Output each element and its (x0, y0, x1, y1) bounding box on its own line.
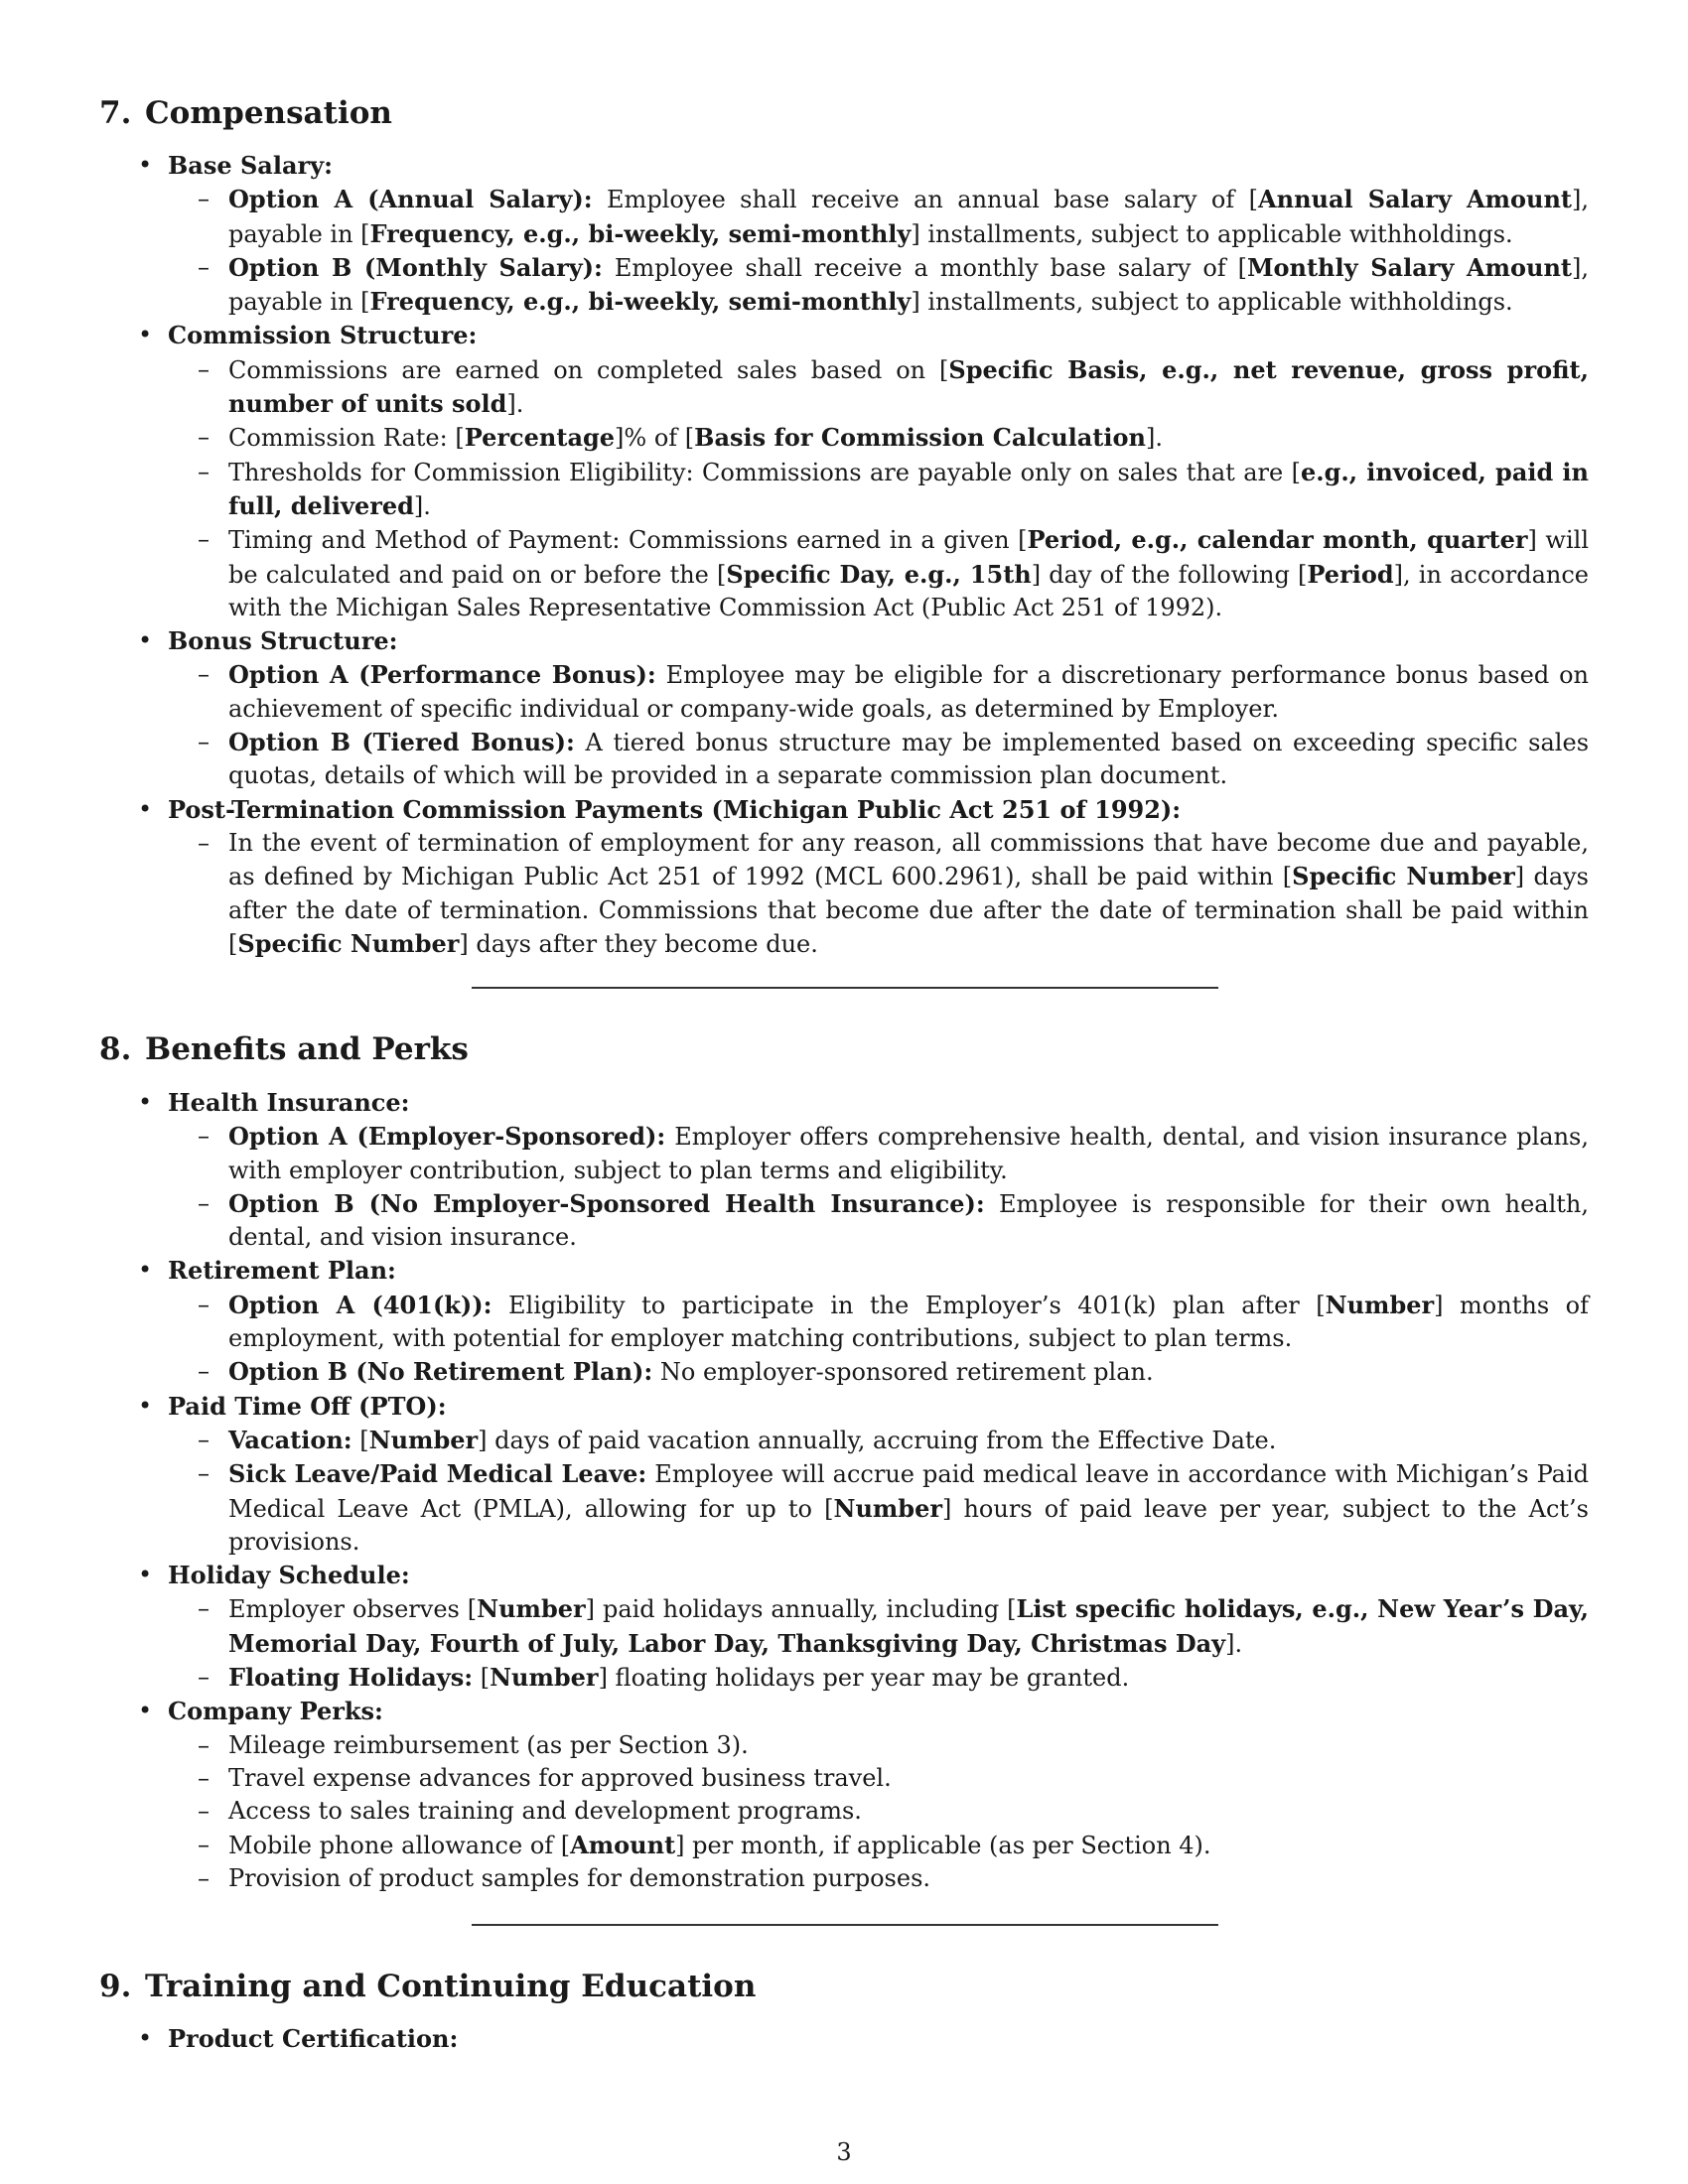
sub-list-item (168, 1729, 1589, 1762)
bold-text: Number (368, 1425, 479, 1454)
section-heading (99, 1967, 756, 2006)
bold-text: Vacation: (228, 1425, 352, 1454)
item-label: Retirement Plan: (168, 1256, 396, 1286)
sub-list (168, 1424, 1589, 1559)
bold-text: Number (833, 1493, 942, 1523)
sub-list-item (168, 827, 1589, 961)
text-run: ] installments, subject to applicable withholdings. (911, 288, 1513, 317)
sub-list-item (168, 1762, 1589, 1795)
section-title: Training and Continuing Education (145, 1969, 757, 2004)
text-run: ]. (1145, 424, 1163, 453)
page-number: 3 (836, 2138, 852, 2166)
item-label: Paid Time Off (PTO): (168, 1391, 447, 1421)
bold-text: Option B (No Retirement Plan): (228, 1357, 653, 1387)
list-item (0, 149, 1688, 319)
text-run: ]. (1225, 1629, 1243, 1658)
text-run: ]% of [ (615, 424, 695, 453)
bold-text: Frequency, e.g., bi-weekly, semi-monthly (369, 218, 912, 248)
section-heading (99, 1029, 469, 1069)
section-list (0, 2022, 1688, 2056)
text-run: Employee will accrue paid medical leave in accordance with Michigan’s Paid Medical Leave Act (PMLA), allowing for up to [ (228, 1460, 1589, 1523)
bullet-icon: • (138, 626, 153, 655)
item-label: Holiday Schedule: (168, 1561, 410, 1590)
text-run: ] days of paid vacation annually, accruing from the Effective Date. (478, 1426, 1277, 1454)
section-number: 9. (99, 1969, 132, 2004)
text-run: ] months of employment, with potential for employer matching contributions, subject to plan terms. (228, 1291, 1589, 1353)
bold-text: Basis for Commission Calculation (694, 423, 1146, 453)
text-run: Employee may be eligible for a discretionary performance bonus based on achievement of specific individual or company-wide goals, as determined by Employer. (228, 661, 1589, 723)
dash-icon: – (198, 185, 210, 213)
text-run: ] days after the date of termination. Commissions that become due after the date of termination shall be paid within [ (228, 863, 1589, 958)
item-label: Bonus Structure: (168, 626, 398, 656)
list-item (0, 1254, 1688, 1389)
text-run: In the event of termination of employment for any reason, all commissions that have become due and payable, as defined by Michigan Public Act 251 of 1992 (MCL 600.2961), shall be paid within [ (228, 828, 1589, 891)
bullet-icon: • (138, 151, 153, 179)
text-run: Thresholds for Commission Eligibility: Commissions are payable only on sales that are [ (228, 458, 1301, 486)
sub-list-item (168, 523, 1589, 624)
bold-text: Specific Number (237, 928, 460, 958)
sub-list (168, 1592, 1589, 1695)
dash-icon: – (198, 1797, 210, 1826)
text-run: ]. (413, 491, 431, 520)
text-run: No employer-sponsored retirement plan. (652, 1358, 1154, 1387)
bold-text: Option A (Employer-Sponsored): (228, 1122, 666, 1152)
section-title: Compensation (145, 95, 392, 131)
text-run: ], in accordance with the Michigan Sales Representative Commission Act (Public Act 251 of 1992). (228, 560, 1589, 621)
dash-icon: – (198, 1459, 210, 1488)
dash-icon: – (198, 1830, 210, 1858)
sub-list-item (168, 456, 1589, 524)
sub-list (168, 183, 1589, 319)
list-item (0, 319, 1688, 624)
text-run: ] floating holidays per year may be granted. (598, 1664, 1130, 1693)
dash-icon: – (198, 457, 210, 485)
text-run: ] paid holidays annually, including [ (585, 1595, 1017, 1624)
sub-list-item (168, 1424, 1589, 1457)
item-label: Company Perks: (168, 1697, 383, 1726)
text-run: ] will be calculated and paid on or before the [ (228, 526, 1590, 589)
dash-icon: – (198, 252, 210, 281)
text-run: Travel expense advances for approved business travel. (228, 1763, 892, 1792)
bullet-icon: • (138, 1088, 153, 1116)
text-run: ]. (506, 390, 524, 419)
text-run: Timing and Method of Payment: Commissions earned in a given [ (228, 526, 1028, 555)
dash-icon: – (198, 423, 210, 452)
bold-text: Option B (Monthly Salary): (228, 252, 603, 282)
bold-text: Floating Holidays: (228, 1663, 474, 1693)
sub-list-item (168, 1457, 1589, 1559)
dash-icon: – (198, 1594, 210, 1623)
dash-icon: – (198, 1425, 210, 1453)
text-run: ] per month, if applicable (as per Section 4). (675, 1831, 1211, 1859)
bullet-icon: • (138, 1697, 153, 1725)
section-number: 7. (99, 95, 132, 131)
bold-text: Amount (570, 1830, 676, 1859)
sub-list-item (168, 1661, 1589, 1695)
bold-text: e.g., invoiced, paid in full, delivered (228, 457, 1590, 520)
sub-list-item (168, 1862, 1589, 1895)
sub-list (168, 827, 1589, 961)
text-run: ] day of the following [ (1031, 560, 1308, 589)
bold-text: Specific Number (1292, 862, 1515, 891)
dash-icon: – (198, 660, 210, 689)
bold-text: Sick Leave/Paid Medical Leave: (228, 1459, 647, 1489)
text-run: ] installments, subject to applicable withholdings. (911, 219, 1513, 248)
list-item (0, 2022, 1688, 2056)
list-item (0, 1390, 1688, 1559)
bold-text: Specific Day, e.g., 15th (726, 559, 1032, 589)
text-run: Mobile phone allowance of [ (228, 1831, 571, 1859)
dash-icon: – (198, 1290, 210, 1318)
list-item (0, 793, 1688, 961)
bullet-icon: • (138, 794, 153, 823)
section-heading (99, 93, 392, 133)
bold-text: Option A (Performance Bonus): (228, 660, 656, 690)
text-run: Employer observes [ (228, 1595, 478, 1624)
text-run: Commission Rate: [ (228, 424, 465, 453)
sub-list-item (168, 1592, 1589, 1661)
text-run: ] days after they become due. (459, 929, 818, 958)
sub-list-item (168, 1829, 1589, 1862)
bullet-icon: • (138, 1391, 153, 1420)
bold-text: Number (490, 1663, 599, 1693)
bold-text: Number (1325, 1290, 1435, 1319)
text-run: ], payable in [ (228, 253, 1589, 317)
sub-list (168, 1289, 1589, 1390)
text-run: A tiered bonus structure may be implemented based on exceeding specific sales quotas, details of which will be provided in a separate commission plan document. (228, 729, 1590, 790)
section-divider (472, 987, 1218, 989)
text-run: Employee is responsible for their own health, dental, and vision insurance. (228, 1189, 1590, 1252)
sub-list (168, 1120, 1589, 1254)
bold-text: Option B (Tiered Bonus): (228, 728, 575, 757)
list-item (0, 1086, 1688, 1254)
text-run: Access to sales training and development programs. (228, 1797, 862, 1826)
bold-text: Number (477, 1594, 586, 1624)
bold-text: Period (1307, 559, 1394, 589)
bold-text: Frequency, e.g., bi-weekly, semi-monthly (369, 287, 912, 317)
bold-text: Option A (Annual Salary): (228, 185, 593, 214)
dash-icon: – (198, 1357, 210, 1386)
text-run: ] hours of paid leave per year, subject to the Act’s provisions. (228, 1494, 1590, 1556)
sub-list (168, 1729, 1589, 1895)
text-run: Provision of product samples for demonstration purposes. (228, 1863, 931, 1892)
sub-list-item (168, 1795, 1589, 1828)
bold-text: Option B (No Employer-Sponsored Health Insurance): (228, 1188, 985, 1218)
section-title: Benefits and Perks (145, 1031, 469, 1067)
bullet-icon: • (138, 2024, 153, 2052)
bold-text: Annual Salary Amount (1258, 185, 1573, 214)
text-run: [ (352, 1426, 369, 1454)
text-run: Employee shall receive a monthly base salary of [ (602, 253, 1247, 282)
bold-text: Percentage (464, 423, 616, 453)
text-run: [ (473, 1664, 491, 1693)
sub-list-item (168, 1120, 1589, 1187)
text-run: ], payable in [ (228, 186, 1590, 248)
section-number: 8. (99, 1031, 132, 1067)
text-run: Commissions are earned on completed sales based on [ (228, 355, 949, 384)
dash-icon: – (198, 1863, 210, 1892)
item-label: Base Salary: (168, 151, 333, 180)
bold-text: Option A (401(k)): (228, 1290, 492, 1319)
sub-list-item (168, 183, 1589, 251)
dash-icon: – (198, 1122, 210, 1151)
sub-list-item (168, 1187, 1589, 1255)
sub-list-item (168, 1355, 1589, 1389)
dash-icon: – (198, 828, 210, 857)
text-run: Employer offers comprehensive health, dental, and vision insurance plans, with employer contribution, subject to plan terms and eligibility. (228, 1123, 1589, 1184)
sub-list (168, 353, 1589, 624)
item-label: Health Insurance: (168, 1088, 410, 1117)
text-run: Eligibility to participate in the Employer’s 401(k) plan after [ (492, 1291, 1326, 1319)
dash-icon: – (198, 728, 210, 756)
bold-text: Monthly Salary Amount (1246, 252, 1572, 282)
list-item (0, 1695, 1688, 1895)
sub-list-item (168, 1289, 1589, 1356)
text-run: Mileage reimbursement (as per Section 3). (228, 1730, 749, 1759)
dash-icon: – (198, 1730, 210, 1759)
text-run: Employee shall receive an annual base salary of [ (592, 186, 1258, 214)
dash-icon: – (198, 525, 210, 554)
dash-icon: – (198, 1188, 210, 1217)
bullet-icon: • (138, 1256, 153, 1285)
dash-icon: – (198, 354, 210, 383)
bullet-icon: • (138, 1561, 153, 1589)
sub-list-item (168, 353, 1589, 422)
list-item (0, 624, 1688, 792)
sub-list-item (168, 251, 1589, 320)
bold-text: Specific Basis, e.g., net revenue, gross profit, number of units sold (228, 354, 1589, 419)
sub-list (168, 658, 1589, 792)
section-list (0, 149, 1688, 961)
item-label: Product Certification: (168, 2024, 459, 2053)
sub-list-item (168, 726, 1589, 793)
list-item (0, 1559, 1688, 1695)
dash-icon: – (198, 1763, 210, 1792)
item-label: Commission Structure: (168, 321, 478, 350)
bold-text: Period, e.g., calendar month, quarter (1027, 525, 1528, 555)
item-label: Post-Termination Commission Payments (Michigan Public Act 251 of 1992): (168, 794, 1182, 824)
section-divider (472, 1924, 1218, 1926)
section-list (0, 1086, 1688, 1895)
sub-list-item (168, 421, 1589, 455)
bullet-icon: • (138, 321, 153, 349)
bold-text: List specific holidays, e.g., New Year’s Day, Memorial Day, Fourth of July, Labor Day, Thanksgiving Day, Christmas Day (228, 1594, 1589, 1658)
sub-list-item (168, 658, 1589, 726)
dash-icon: – (198, 1663, 210, 1692)
